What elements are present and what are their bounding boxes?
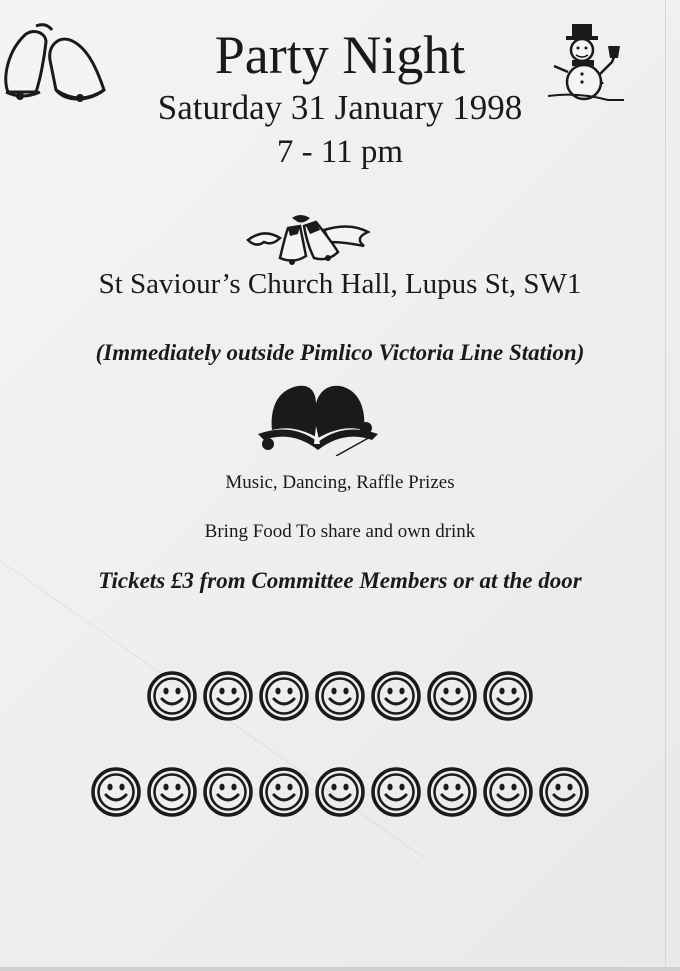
large-bells-icon [252,380,382,456]
ribbon-bells-icon [244,212,374,266]
paper-bottom-edge [0,967,680,971]
smiley-face-icon [482,670,534,722]
smiley-face-icon [146,766,198,818]
smiley-face-icon [90,766,142,818]
smiley-face-icon [426,766,478,818]
smiley-face-icon [314,670,366,722]
smiley-face-icon [482,766,534,818]
event-time: 7 - 11 pm [276,134,404,170]
event-title: Party Night [214,25,466,85]
smiley-face-icon [426,670,478,722]
smiley-face-icon [202,766,254,818]
smiley-face-icon [202,670,254,722]
smiley-face-icon [370,670,422,722]
smiley-face-icon [258,766,310,818]
location-note: (Immediately outside Pimlico Victoria Line Station) [95,340,585,365]
event-date: Saturday 31 January 1998 [157,88,523,127]
smiley-face-icon [146,670,198,722]
smiley-row-top [0,670,680,722]
event-activities: Music, Dancing, Raffle Prizes [225,472,455,493]
smiley-face-icon [370,766,422,818]
food-note: Bring Food To share and own drink [204,521,476,542]
smiley-face-icon [258,670,310,722]
smiley-face-icon [314,766,366,818]
smiley-face-icon [538,766,590,818]
smiley-row-bottom [0,766,680,818]
ticket-info: Tickets £3 from Committee Members or at the door [98,568,582,593]
event-venue: St Saviour’s Church Hall, Lupus St, SW1 [98,268,582,300]
